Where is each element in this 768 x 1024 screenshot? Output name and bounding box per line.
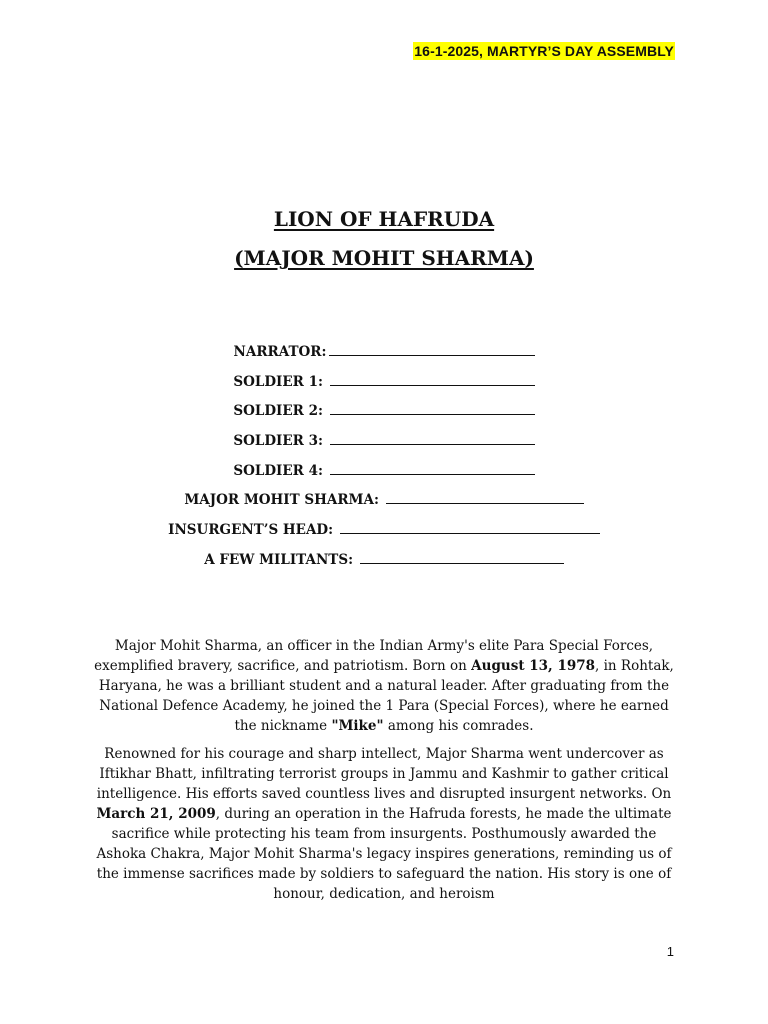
- cast-label: NARRATOR:: [233, 344, 327, 360]
- text-span: Major Mohit Sharma, an officer in the Indian Army's elite Para Special Forces, exemplified bravery, sacrifice, and patriotism. Born on: [94, 638, 654, 674]
- cast-label: SOLDIER 2:: [233, 403, 328, 420]
- cast-label: SOLDIER 4:: [233, 462, 328, 479]
- text-span: , during an operation in the Hafruda forests, he made the ultimate sacrifice while protecting his team from insurgents. Posthumously awarded the Ashoka Chakra, Major Mohit Sharma's legacy inspires generations, reminding us of the immense sacrifices made by soldiers to safeguard the nation. His story is one of honour, dedication, and heroism: [96, 806, 672, 902]
- cast-row-major-mohit-sharma: [0, 488, 768, 518]
- blank-line: [386, 489, 584, 504]
- blank-line: [360, 549, 564, 564]
- page-number: 1: [666, 944, 674, 959]
- text-span: Renowned for his courage and sharp intellect, Major Sharma went undercover as Iftikhar Bhatt, infiltrating terrorist groups in Jammu and Kashmir to gather critical intelligence. His efforts saved countless lives and disrupted insurgent networks. On: [96, 746, 672, 802]
- blank-line: [329, 341, 535, 356]
- paragraph-early-life: [92, 636, 676, 736]
- biography-text: [92, 636, 676, 912]
- text-span: among his comrades.: [383, 718, 534, 734]
- birth-date: August 13, 1978: [471, 658, 596, 674]
- blank-line: [330, 400, 535, 415]
- cast-row-a-few-militants: [0, 548, 768, 578]
- cast-label: SOLDIER 3:: [233, 433, 328, 450]
- event-date-tag: 16-1-2025, MARTYR’S DAY ASSEMBLY: [414, 43, 674, 59]
- text-span: , in Rohtak, Haryana, he was a brilliant student and a natural leader. After graduating from the National Defence Academy, he joined the 1 Para (Special Forces), where he earned the nickname: [98, 658, 674, 734]
- blank-line: [330, 371, 535, 386]
- cast-label: INSURGENT’S HEAD:: [168, 522, 338, 539]
- cast-label: A FEW MILITANTS:: [204, 551, 358, 568]
- page-title: LION OF HAFRUDA: [273, 207, 495, 231]
- cast-row-insurgents-head: [0, 518, 768, 548]
- sacrifice-date: March 21, 2009: [96, 806, 216, 822]
- blank-line: [340, 519, 600, 534]
- cast-row-narrator: [0, 340, 768, 370]
- cast-row-soldier-1: [0, 370, 768, 400]
- cast-row-soldier-2: [0, 399, 768, 429]
- cast-label: MAJOR MOHIT SHARMA:: [184, 492, 384, 509]
- cast-row-soldier-4: [0, 459, 768, 489]
- blank-line: [330, 430, 535, 445]
- nickname: "Mike": [331, 718, 384, 734]
- cast-label: SOLDIER 1:: [233, 373, 328, 390]
- cast-list: [0, 340, 768, 578]
- cast-row-soldier-3: [0, 429, 768, 459]
- blank-line: [330, 460, 535, 475]
- page-subtitle: (MAJOR MOHIT SHARMA): [234, 246, 534, 270]
- paragraph-legacy: [92, 744, 676, 904]
